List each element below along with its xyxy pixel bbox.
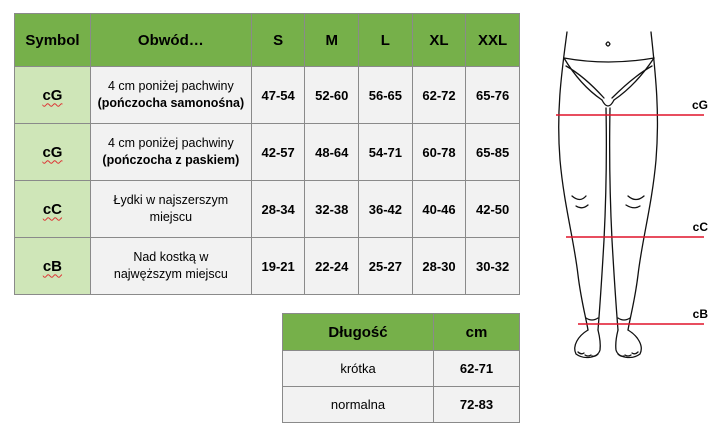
measure-label-cb: cB: [692, 307, 708, 321]
length-value-cell: 72-83: [434, 387, 520, 423]
symbol-text: cG: [42, 86, 63, 104]
description-note: (pończocha samonośna): [97, 96, 245, 110]
value-cell-m: 22-24: [305, 238, 359, 295]
header-size-s: S: [251, 14, 305, 67]
table-row: [283, 351, 520, 387]
length-table-header-row: [283, 314, 520, 351]
value-cell-m: 32-38: [305, 181, 359, 238]
table-row: [15, 67, 520, 124]
symbol-cell: [15, 181, 91, 238]
value-cell-l: 54-71: [359, 124, 413, 181]
header-size-l: L: [359, 14, 413, 67]
value-cell-xl: 60-78: [412, 124, 466, 181]
description-line: Łydki w najszerszym: [113, 193, 229, 207]
symbol-cell: [15, 238, 91, 295]
description-note: miejscu: [149, 210, 193, 224]
description-note: (pończocha z paskiem): [102, 153, 240, 167]
measure-label-cc: cC: [692, 220, 708, 234]
header-length: Długość: [283, 314, 434, 351]
symbol-text: cC: [42, 200, 63, 218]
description-cell: [90, 181, 251, 238]
symbol-cell: [15, 124, 91, 181]
description-line: 4 cm poniżej pachwiny: [107, 79, 234, 93]
value-cell-xxl: 65-76: [466, 67, 520, 124]
description-cell: [90, 238, 251, 295]
length-value-cell: 62-71: [434, 351, 520, 387]
symbol-cell: [15, 67, 91, 124]
legs-outline: [559, 32, 658, 357]
size-table: [14, 13, 520, 295]
description-note: najwęższym miejscu: [113, 267, 228, 281]
value-cell-xxl: 65-85: [466, 124, 520, 181]
value-cell-xl: 28-30: [412, 238, 466, 295]
symbol-text: cB: [42, 257, 63, 275]
size-table-header-row: [15, 14, 520, 67]
description-line: Nad kostką w: [133, 250, 209, 264]
table-row: [283, 387, 520, 423]
value-cell-m: 48-64: [305, 124, 359, 181]
table-row: [15, 238, 520, 295]
header-cm: cm: [434, 314, 520, 351]
header-circumference: Obwód…: [90, 14, 251, 67]
length-table: [282, 313, 520, 423]
value-cell-l: 25-27: [359, 238, 413, 295]
header-symbol: Symbol: [15, 14, 91, 67]
value-cell-xxl: 30-32: [466, 238, 520, 295]
measure-lines: [556, 115, 704, 324]
value-cell-m: 52-60: [305, 67, 359, 124]
symbol-text: cG: [42, 143, 63, 161]
table-row: [15, 124, 520, 181]
header-size-xxl: XXL: [466, 14, 520, 67]
header-size-xl: XL: [412, 14, 466, 67]
value-cell-xxl: 42-50: [466, 181, 520, 238]
value-cell-s: 42-57: [251, 124, 305, 181]
value-cell-s: 28-34: [251, 181, 305, 238]
value-cell-s: 19-21: [251, 238, 305, 295]
header-size-m: M: [305, 14, 359, 67]
length-label-cell: normalna: [283, 387, 434, 423]
description-cell: [90, 124, 251, 181]
value-cell-xl: 40-46: [412, 181, 466, 238]
length-label-cell: krótka: [283, 351, 434, 387]
description-line: 4 cm poniżej pachwiny: [107, 136, 234, 150]
description-cell: [90, 67, 251, 124]
value-cell-s: 47-54: [251, 67, 305, 124]
value-cell-l: 36-42: [359, 181, 413, 238]
measure-label-cg: cG: [691, 98, 708, 112]
legs-diagram: [540, 0, 720, 436]
value-cell-l: 56-65: [359, 67, 413, 124]
table-row: [15, 181, 520, 238]
value-cell-xl: 62-72: [412, 67, 466, 124]
